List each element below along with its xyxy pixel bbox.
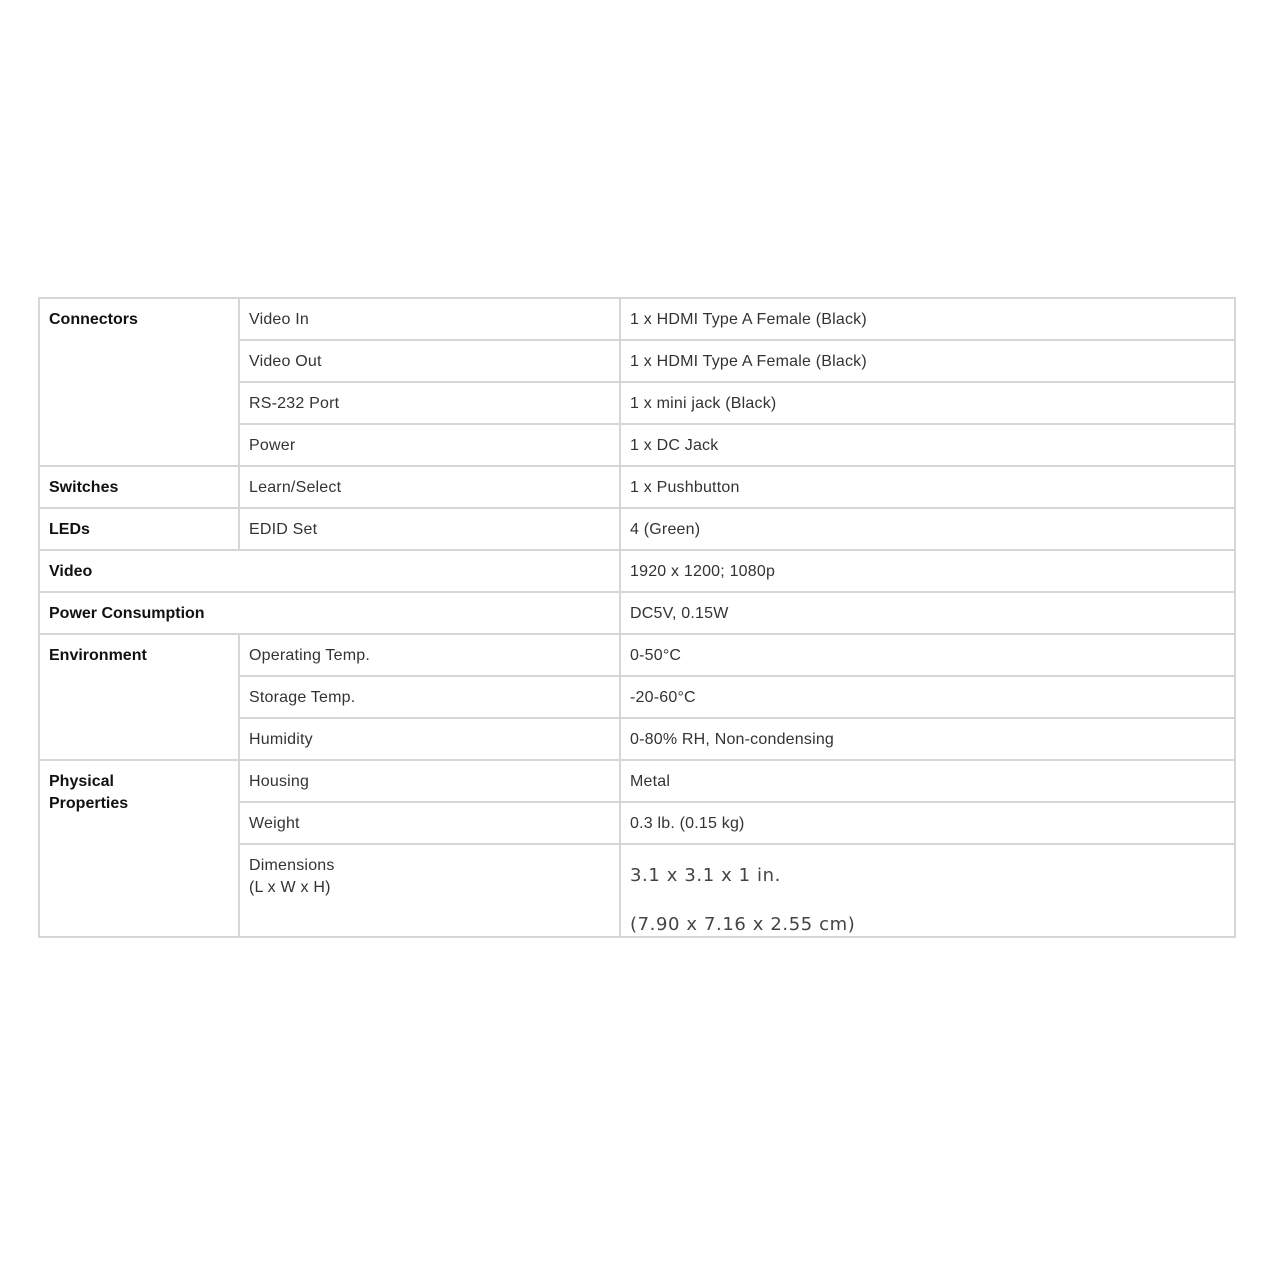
table-row <box>39 298 1235 340</box>
category-leds: LEDs <box>39 508 239 550</box>
spec-label: RS-232 Port <box>239 382 620 424</box>
spec-value: 1 x Pushbutton <box>620 466 1235 508</box>
category-video: Video <box>39 550 620 592</box>
spec-label: Video Out <box>239 340 620 382</box>
spec-label: Operating Temp. <box>239 634 620 676</box>
spec-label: Housing <box>239 760 620 802</box>
spec-label: Video In <box>239 298 620 340</box>
spec-value: 0-80% RH, Non-condensing <box>620 718 1235 760</box>
category-connectors: Connectors <box>39 298 239 466</box>
table-row <box>39 634 1235 676</box>
spec-value: 1 x HDMI Type A Female (Black) <box>620 298 1235 340</box>
spec-label: Storage Temp. <box>239 676 620 718</box>
spec-value: Metal <box>620 760 1235 802</box>
table-row <box>39 592 1235 634</box>
spec-value: 0-50°C <box>620 634 1235 676</box>
spec-value: 1920 x 1200; 1080p <box>620 550 1235 592</box>
spec-value: 1 x mini jack (Black) <box>620 382 1235 424</box>
table-row <box>39 760 1235 802</box>
spec-label: Weight <box>239 802 620 844</box>
spec-value: 1 x HDMI Type A Female (Black) <box>620 340 1235 382</box>
spec-label: Power <box>239 424 620 466</box>
spec-value: 1 x DC Jack <box>620 424 1235 466</box>
table-row <box>39 466 1235 508</box>
spec-value-dimensions <box>620 844 1235 937</box>
spec-label-dimensions <box>239 844 620 937</box>
dimensions-cm: (7.90 x 7.16 x 2.55 cm) <box>630 914 856 935</box>
spec-value: 4 (Green) <box>620 508 1235 550</box>
spec-value: -20-60°C <box>620 676 1235 718</box>
dimensions-inches: 3.1 x 3.1 x 1 in. <box>630 865 781 886</box>
spec-table <box>38 297 1236 938</box>
spec-label: Humidity <box>239 718 620 760</box>
category-physical-properties <box>39 760 239 937</box>
category-label-line: Properties <box>49 795 129 812</box>
dimensions-axes-label: (L x W x H) <box>249 879 331 896</box>
category-label-line: Physical <box>49 773 114 790</box>
category-power-consumption: Power Consumption <box>39 592 620 634</box>
spec-label: Learn/Select <box>239 466 620 508</box>
spec-value: DC5V, 0.15W <box>620 592 1235 634</box>
spec-label: EDID Set <box>239 508 620 550</box>
category-switches: Switches <box>39 466 239 508</box>
table-row <box>39 508 1235 550</box>
spec-value: 0.3 lb. (0.15 kg) <box>620 802 1235 844</box>
category-environment: Environment <box>39 634 239 760</box>
table-row <box>39 550 1235 592</box>
dimensions-label: Dimensions <box>249 857 335 874</box>
